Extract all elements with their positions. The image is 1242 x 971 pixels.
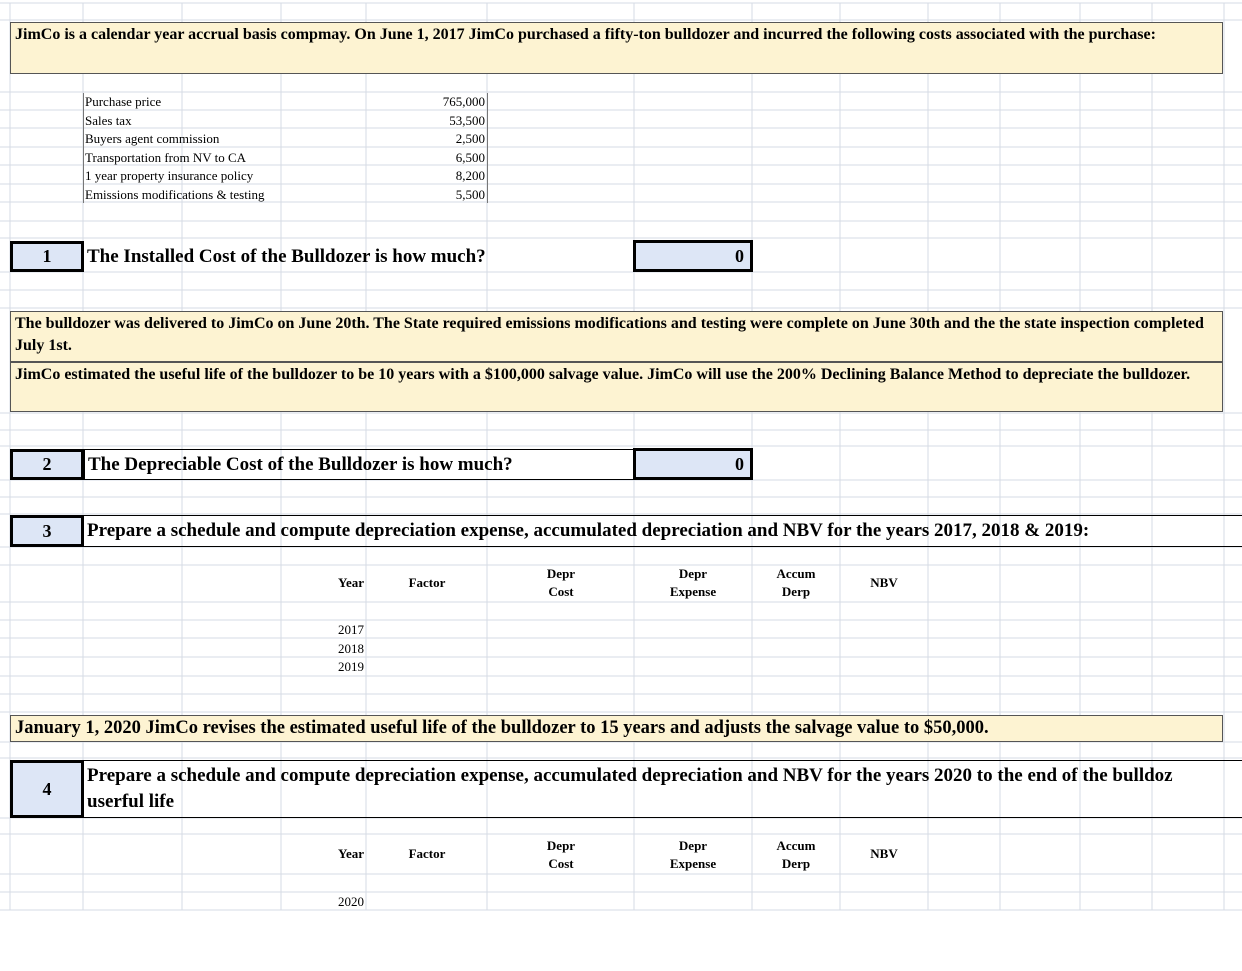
cost-amount: 2,500 xyxy=(455,131,485,146)
intro-banner xyxy=(10,22,1223,74)
header-depr-expense-line2: Expense xyxy=(669,584,717,599)
question-3-text: Prepare a schedule and compute depreciation expense, accumulated depreciation and NBV for the years 2017, 2018 & 2019: xyxy=(84,515,1242,547)
header-accum-derp-line2: Derp xyxy=(781,856,811,871)
delivery-note-text: The bulldozer was delivered to JimCo on June 20th. The State required emissions modifications and testing were complete on June 30th and the the state inspection completed July 1st. xyxy=(15,315,1204,354)
question-2-number: 2 xyxy=(10,449,84,480)
header-depr-cost-line2: Cost xyxy=(548,584,574,599)
cost-amount: 765,000 xyxy=(442,94,485,109)
question-4-text-line2: userful life xyxy=(87,791,175,812)
question-2-text: The Depreciable Cost of the Bulldozer is how much? xyxy=(84,449,634,480)
question-4-text-line1: Prepare a schedule and compute depreciation expense, accumulated depreciation and NBV for the years 2020 to the end of the bulldoz xyxy=(87,765,1173,786)
header-depr-expense xyxy=(653,565,733,601)
question-3-number: 3 xyxy=(10,515,84,547)
header-accum-derp-line1: Accum xyxy=(776,838,816,853)
answer-2-cell[interactable]: 0 xyxy=(633,448,753,480)
header-accum-derp xyxy=(756,837,836,873)
cost-list-border xyxy=(83,93,84,203)
schedule2-year: 2020 xyxy=(338,894,364,909)
header-depr-cost-line1: Depr xyxy=(546,566,576,581)
cost-row xyxy=(85,186,488,205)
header-accum-derp xyxy=(756,565,836,601)
revision-note-text: January 1, 2020 JimCo revises the estimated useful life of the bulldozer to 15 years and adjusts the salvage value to $50,000. xyxy=(15,718,989,738)
intro-text: JimCo is a calendar year accrual basis compmay. On June 1, 2017 JimCo purchased a fifty-ton bulldozer and incurred the following costs associated with the purchase: xyxy=(15,26,1156,43)
header-factor: Factor xyxy=(408,575,446,590)
header-year: Year xyxy=(338,846,364,861)
cost-amount: 5,500 xyxy=(455,186,485,202)
header-depr-expense-line1: Depr xyxy=(678,566,708,581)
header-depr-expense xyxy=(653,837,733,873)
cost-row xyxy=(85,167,488,186)
header-nbv: NBV xyxy=(870,846,898,861)
revision-note-banner xyxy=(10,715,1223,742)
header-nbv: NBV xyxy=(870,575,898,590)
cost-row xyxy=(85,112,488,131)
header-depr-cost xyxy=(521,565,601,601)
schedule1-year: 2019 xyxy=(338,659,364,674)
estimate-note-text: JimCo estimated the useful life of the bulldozer to be 10 years with a $100,000 salvage value. JimCo will use the 200% Declining Balance Method to depreciate the bulldozer. xyxy=(15,366,1191,383)
question-4-number: 4 xyxy=(10,760,84,818)
cost-amount-border xyxy=(487,93,488,203)
cost-label: 1 year property insurance policy xyxy=(85,168,254,183)
cost-label: Buyers agent commission xyxy=(85,131,220,146)
cost-label: Emissions modifications & testing xyxy=(85,186,265,202)
delivery-note-banner xyxy=(10,311,1223,362)
question-4-text xyxy=(84,760,1242,818)
question-1-text: The Installed Cost of the Bulldozer is how much? xyxy=(87,246,486,267)
cost-label: Sales tax xyxy=(85,112,132,128)
header-depr-expense-line1: Depr xyxy=(678,838,708,853)
cost-row xyxy=(85,93,488,112)
question-1-number: 1 xyxy=(10,241,84,272)
header-depr-cost-line1: Depr xyxy=(546,838,576,853)
header-depr-cost-line2: Cost xyxy=(548,856,574,871)
header-depr-cost xyxy=(521,837,601,873)
answer-1-cell[interactable]: 0 xyxy=(633,240,753,272)
cost-row xyxy=(85,149,488,168)
cost-amount: 53,500 xyxy=(449,112,485,128)
cost-label: Transportation from NV to CA xyxy=(85,149,247,165)
header-year: Year xyxy=(338,575,364,590)
cost-list xyxy=(85,93,488,204)
header-accum-derp-line1: Accum xyxy=(776,566,816,581)
cost-amount: 6,500 xyxy=(455,149,485,165)
schedule1-year: 2018 xyxy=(338,641,364,656)
cost-label: Purchase price xyxy=(85,94,162,109)
cost-row xyxy=(85,130,488,149)
header-factor: Factor xyxy=(408,846,446,861)
schedule1-year: 2017 xyxy=(338,622,364,637)
estimate-note-banner xyxy=(10,362,1223,412)
cost-amount: 8,200 xyxy=(455,168,485,183)
header-depr-expense-line2: Expense xyxy=(669,856,717,871)
header-accum-derp-line2: Derp xyxy=(781,584,811,599)
